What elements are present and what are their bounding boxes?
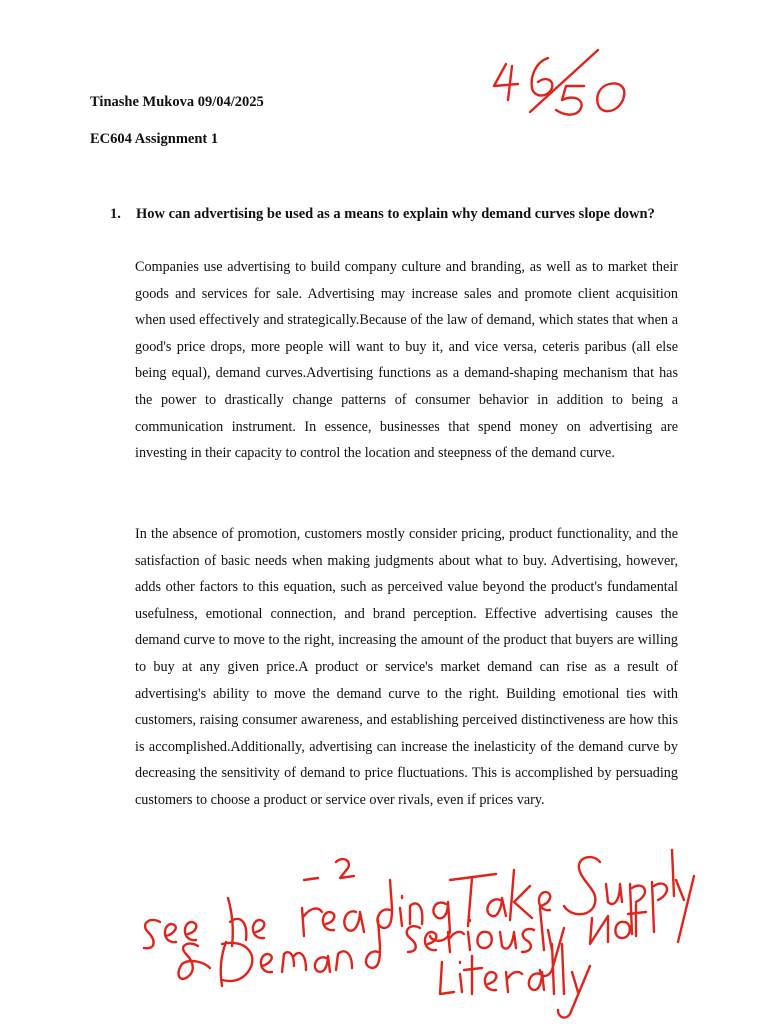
comment-right-handwriting: [407, 850, 694, 1017]
comment-left-handwriting: [144, 880, 450, 986]
answer-paragraph-2: In the absence of promotion, customers mostly consider pricing, product functionality, and the satisfaction of basic needs when making judgments about what to buy. Advertising, however, adds other factors to this equation, such as perceived value beyond the product's fundamental usefulness, emotional connection, and brand perception. Effective advertising causes the demand curve to move to the right, increasing the amount of the product that buyers are willing to buy at any given price.A product or service's market demand can rise as a result of advertising's ability to move the demand curve to the right. Building emotional ties with customers, raising consumer awareness, and establishing perceived distinctiveness are how this is accomplished.Additionally, advertising can increase the inelasticity of the demand curve by decreasing the sensitivity of demand to price fluctuations. This is accomplished by persuading customers to choose a product or service over rivals, even if prices vary.: [135, 526, 678, 808]
question-number: 1.: [110, 206, 121, 222]
answer-paragraph-1: Companies use advertising to build company culture and branding, as well as to market their goods and services for sale. Advertising may increase sales and promote client acquisition when used effectively and strategically.Because of the law of demand, which states that when a good's price drops, more people will want to buy it, and vice versa, ceteris paribus (all else being equal), demand curves.Advertising functions as a demand-shaping mechanism that has the power to drastically change patterns of consumer behavior in addition to being a communication instrument. In essence, businesses that spend money on advertising are investing in their capacity to control the location and steepness of the demand curve.: [135, 259, 678, 462]
student-name-date: Tinashe Mukova 09/04/2025: [90, 94, 264, 110]
assignment-title: EC604 Assignment 1: [90, 131, 219, 147]
question-heading: [110, 206, 710, 223]
deduction-handwriting: [304, 859, 354, 880]
question-text: How can advertising be used as a means to explain why demand curves slope down?: [136, 206, 655, 222]
score-handwriting: [494, 50, 624, 115]
